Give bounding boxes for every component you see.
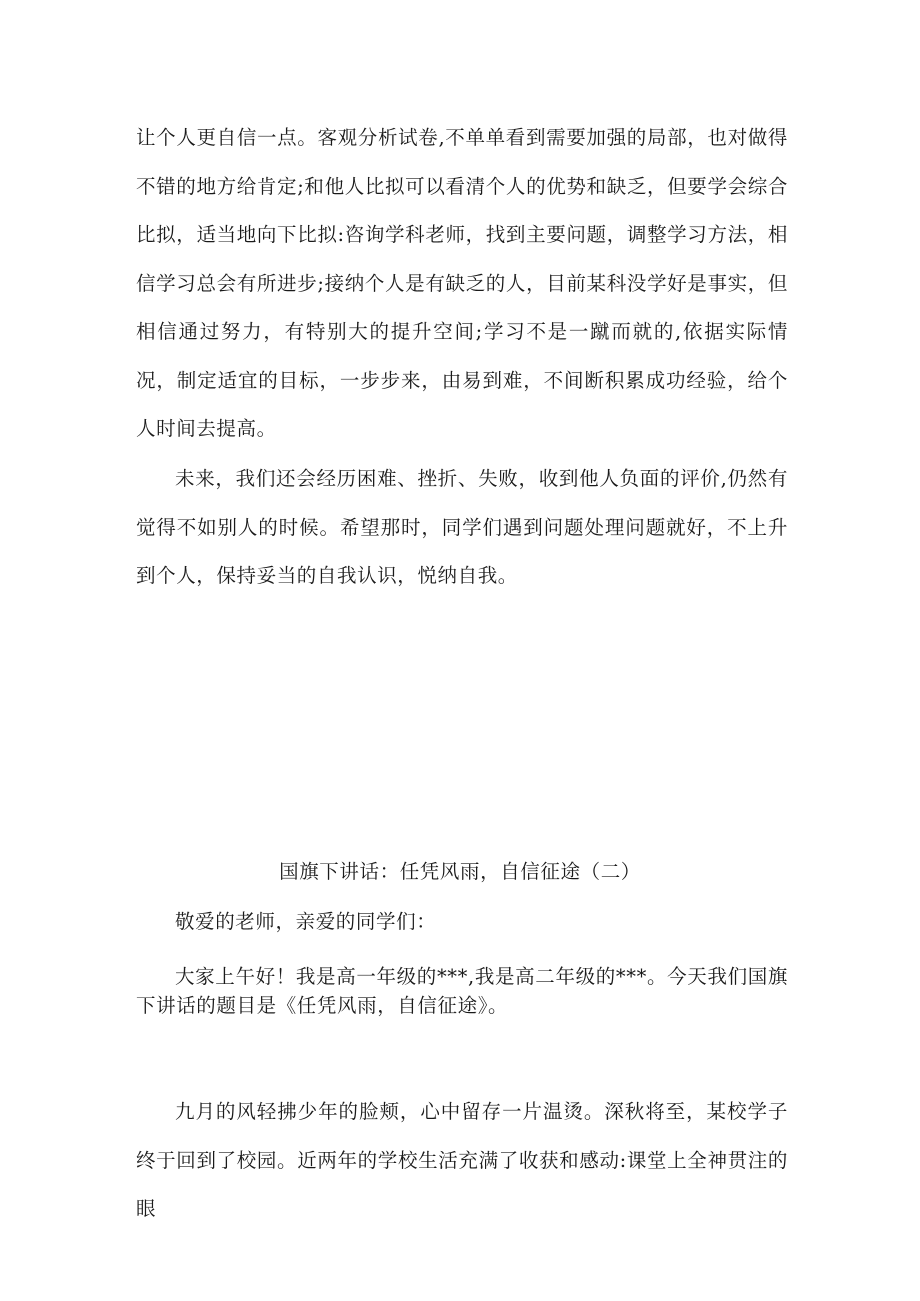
salutation: 敬爱的老师，亲爱的同学们： xyxy=(175,910,437,933)
body-paragraph-4: 九月的风轻拂少年的脸颊，心中留存一片温烫。深秋将至，某校学子终于回到了校园。近两年的学校生活充满了收获和感动:课堂上全神贯注的眼 xyxy=(136,1100,788,1220)
speech-title: 国旗下讲话：任凭风雨，自信征途（二） xyxy=(279,860,641,883)
body-paragraph-3: 大家上午好！我是高一年级的***,我是高二年级的***。今天我们国旗下讲话的题目是《任凭风雨，自信征途》。 xyxy=(136,965,788,1017)
body-paragraph-2: 未来，我们还会经历困难、挫折、失败，收到他人负面的评价,仍然有觉得不如别人的时候。希望那时，同学们遇到问题处理问题就好，不上升到个人，保持妥当的自我认识，悦纳自我。 xyxy=(136,467,788,587)
body-paragraph-1: 让个人更自信一点。客观分析试卷,不单单看到需要加强的局部，也对做得不错的地方给肯定;和他人比拟可以看清个人的优势和缺乏，但要学会综合比拟，适当地向下比拟:咨询学科老师，找到主要问题，调整学习方法，相信学习总会有所进步;接纳个人是有缺乏的人，目前某科没学好是事实，但相信通过努力，有特别大的提升空间;学习不是一蹴而就的,依据实际情况，制定适宜的目标，一步步来，由易到难，不间断积累成功经验，给个人时间去提高。 xyxy=(136,126,788,440)
